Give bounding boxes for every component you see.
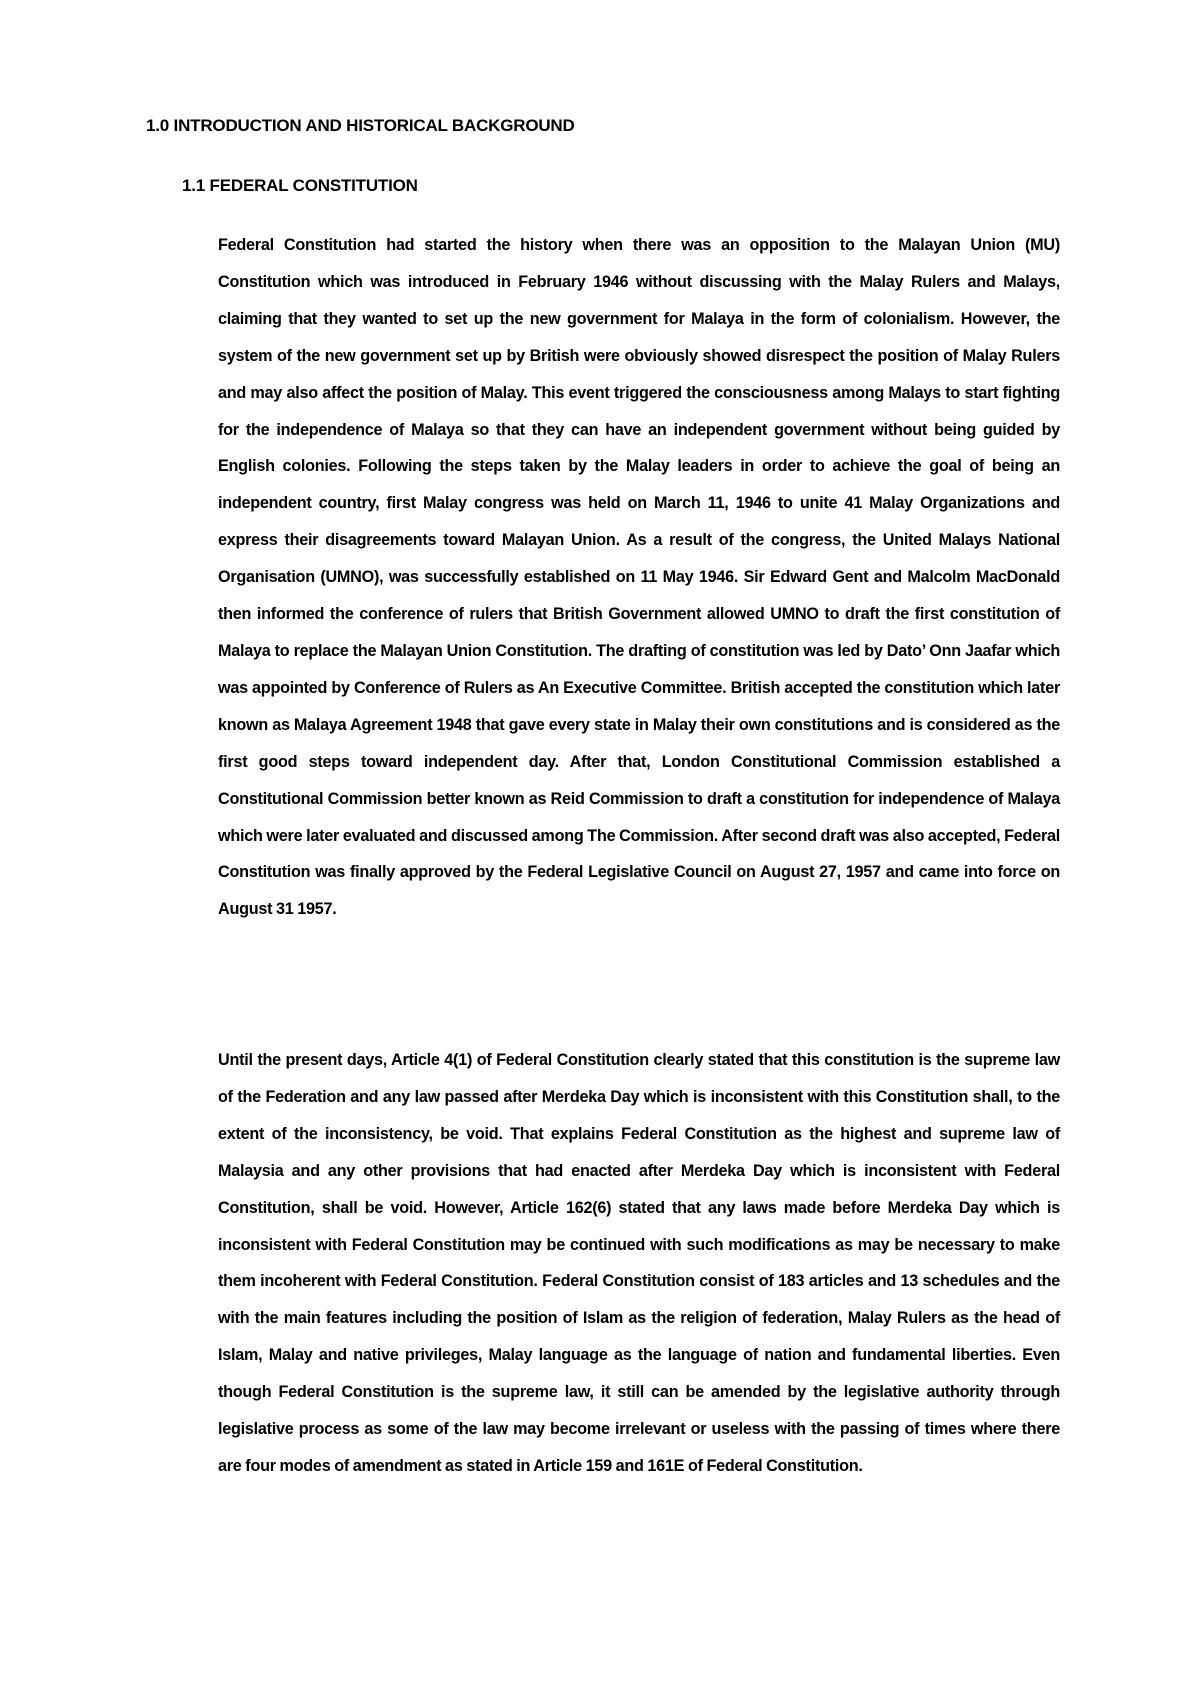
section-heading: 1.0 INTRODUCTION AND HISTORICAL BACKGROUND <box>146 116 575 135</box>
subsection-heading: 1.1 FEDERAL CONSTITUTION <box>182 176 418 195</box>
body-paragraph-2: Until the present days, Article 4(1) of Federal Constitution clearly stated that this constitution is the supreme law of the Federation and any law passed after Merdeka Day which is inconsistent with this Constitution shall, to the extent of the inconsistency, be void. That explains Federal Constitution as the highest and supreme law of Malaysia and any other provisions that had enacted after Merdeka Day which is inconsistent with Federal Constitution, shall be void. However, Article 162(6) stated that any laws made before Merdeka Day which is inconsistent with Federal Constitution may be continued with such modifications as may be necessary to make them incoherent with Federal Constitution. Federal Constitution consist of 183 articles and 13 schedules and the with the main features including the position of Islam as the religion of federation, Malay Rulers as the head of Islam, Malay and native privileges, Malay language as the language of nation and fundamental liberties. Even though Federal Constitution is the supreme law, it still can be amended by the legislative authority through legislative process as some of the law may become irrelevant or useless with the passing of times where there are four modes of amendment as stated in Article 159 and 161E of Federal Constitution. <box>218 1051 1060 1475</box>
body-paragraph-1: Federal Constitution had started the history when there was an opposition to the Malayan Union (MU) Constitution which was introduced in February 1946 without discussing with the Malay Rulers and Malays, claiming that they wanted to set up the new government for Malaya in the form of colonialism. However, the system of the new government set up by British were obviously showed disrespect the position of Malay Rulers and may also affect the position of Malay. This event triggered the consciousness among Malays to start fighting for the independence of Malaya so that they can have an independent government without being guided by English colonies. Following the steps taken by the Malay leaders in order to achieve the goal of being an independent country, first Malay congress was held on March 11, 1946 to unite 41 Malay Organizations and express their disagreements toward Malayan Union. As a result of the congress, the United Malays National Organisation (UMNO), was successfully established on 11 May 1946. Sir Edward Gent and Malcolm MacDonald then informed the conference of rulers that British Government allowed UMNO to draft the first constitution of Malaya to replace the Malayan Union Constitution. The drafting of constitution was led by Dato’ Onn Jaafar which was appointed by Conference of Rulers as An Executive Committee. British accepted the constitution which later known as Malaya Agreement 1948 that gave every state in Malay their own constitutions and is considered as the first good steps toward independent day. After that, London Constitutional Commission established a Constitutional Commission better known as Reid Commission to draft a constitution for independence of Malaya which were later evaluated and discussed among The Commission. After second draft was also accepted, Federal Constitution was finally approved by the Federal Legislative Council on August 27, 1957 and came into force on August 31 1957. <box>218 236 1060 919</box>
